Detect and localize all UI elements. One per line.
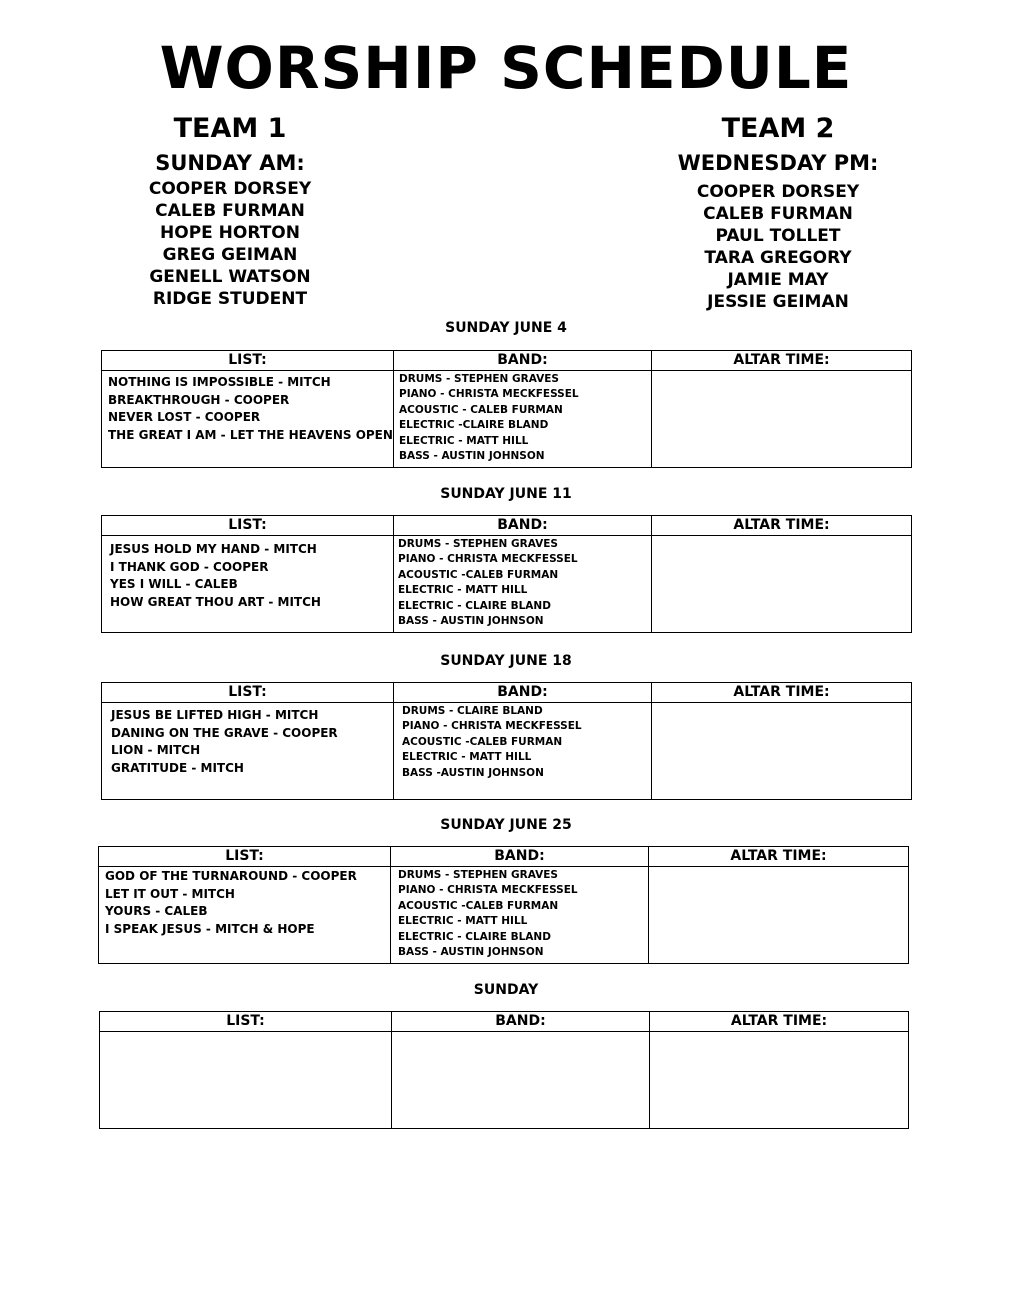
altar-time-cell bbox=[652, 703, 912, 800]
band-cell bbox=[394, 371, 652, 468]
song-item: NOTHING IS IMPOSSIBLE - MITCH bbox=[108, 375, 331, 389]
song-item: JESUS HOLD MY HAND - MITCH bbox=[110, 542, 317, 556]
list-column-header: LIST: bbox=[102, 516, 394, 536]
band-cell bbox=[391, 867, 649, 964]
band-column-header: BAND: bbox=[394, 516, 652, 536]
team-member: TARA GREGORY bbox=[704, 248, 852, 268]
song-item: I SPEAK JESUS - MITCH & HOPE bbox=[105, 921, 315, 936]
altar-column-header: ALTAR TIME: bbox=[652, 516, 912, 536]
schedule-table bbox=[98, 846, 909, 964]
altar-time-cell bbox=[652, 536, 912, 633]
band-member: PIANO - CHRISTA MECKFESSEL bbox=[402, 720, 582, 733]
band-member: ACOUSTIC -CALEB FURMAN bbox=[398, 568, 559, 581]
team-member: PAUL TOLLET bbox=[715, 226, 841, 246]
band-member: DRUMS - STEPHEN GRAVES bbox=[398, 869, 558, 881]
list-column-header: LIST: bbox=[99, 847, 391, 867]
band-member: PIANO - CHRISTA MECKFESSEL bbox=[398, 553, 578, 566]
song-list-cell bbox=[100, 1032, 392, 1129]
team-service-slot: SUNDAY AM: bbox=[155, 151, 305, 175]
team-member: GENELL WATSON bbox=[149, 267, 311, 287]
band-member: ELECTRIC - MATT HILL bbox=[398, 915, 528, 928]
band-member: DRUMS - STEPHEN GRAVES bbox=[399, 373, 559, 385]
song-item: YES I WILL - CALEB bbox=[110, 577, 238, 591]
team-name: TEAM 2 bbox=[721, 113, 835, 144]
song-list-cell bbox=[102, 703, 394, 800]
song-item: LET IT OUT - MITCH bbox=[105, 886, 235, 901]
team-member: COOPER DORSEY bbox=[696, 182, 860, 202]
schedule-table bbox=[101, 682, 912, 800]
altar-column-header: ALTAR TIME: bbox=[650, 1012, 909, 1032]
band-member: BASS - AUSTIN JOHNSON bbox=[398, 615, 544, 628]
song-item: I THANK GOD - COOPER bbox=[110, 559, 269, 574]
band-cell bbox=[392, 1032, 650, 1129]
band-member: DRUMS - STEPHEN GRAVES bbox=[398, 538, 558, 550]
team-service-slot: WEDNESDAY PM: bbox=[677, 151, 879, 175]
schedule-table bbox=[99, 1011, 909, 1129]
list-column-header: LIST: bbox=[100, 1012, 392, 1032]
band-member: BASS -AUSTIN JOHNSON bbox=[402, 766, 544, 779]
team-member: GREG GEIMAN bbox=[162, 245, 298, 265]
band-cell bbox=[394, 703, 652, 800]
band-member: ELECTRIC - MATT HILL bbox=[398, 584, 528, 597]
section-date-label: SUNDAY JUNE 11 bbox=[440, 486, 572, 502]
team-member: HOPE HORTON bbox=[160, 223, 300, 243]
schedule-table bbox=[101, 515, 912, 633]
song-item: BREAKTHROUGH - COOPER bbox=[108, 392, 290, 407]
altar-column-header: ALTAR TIME: bbox=[649, 847, 909, 867]
altar-time-cell bbox=[649, 867, 909, 964]
band-member: PIANO - CHRISTA MECKFESSEL bbox=[398, 884, 578, 897]
page-title: WORSHIP SCHEDULE bbox=[159, 34, 853, 102]
band-column-header: BAND: bbox=[392, 1012, 650, 1032]
song-list-cell bbox=[102, 536, 394, 633]
song-item: GOD OF THE TURNAROUND - COOPER bbox=[105, 869, 357, 883]
band-member: ELECTRIC -CLAIRE BLAND bbox=[399, 419, 549, 432]
band-column-header: BAND: bbox=[394, 351, 652, 371]
song-item: YOURS - CALEB bbox=[105, 904, 208, 918]
team-name: TEAM 1 bbox=[173, 113, 287, 144]
team-member: JESSIE GEIMAN bbox=[707, 292, 849, 312]
team-member: RIDGE STUDENT bbox=[152, 289, 308, 309]
band-member: ELECTRIC - CLAIRE BLAND bbox=[398, 930, 551, 943]
team-member: COOPER DORSEY bbox=[148, 179, 312, 199]
song-item: HOW GREAT THOU ART - MITCH bbox=[110, 594, 321, 609]
song-item: GRATITUDE - MITCH bbox=[111, 760, 244, 775]
band-member: ELECTRIC - MATT HILL bbox=[399, 434, 529, 447]
altar-column-header: ALTAR TIME: bbox=[652, 351, 912, 371]
section-date-label: SUNDAY JUNE 4 bbox=[445, 320, 567, 336]
band-member: BASS - AUSTIN JOHNSON bbox=[399, 450, 545, 463]
song-item: LION - MITCH bbox=[111, 743, 201, 757]
altar-column-header: ALTAR TIME: bbox=[652, 683, 912, 703]
song-item: NEVER LOST - COOPER bbox=[108, 410, 261, 424]
song-item: JESUS BE LIFTED HIGH - MITCH bbox=[111, 708, 319, 722]
team-member: CALEB FURMAN bbox=[703, 204, 853, 224]
song-list-cell bbox=[99, 867, 391, 964]
band-member: BASS - AUSTIN JOHNSON bbox=[398, 946, 544, 959]
band-column-header: BAND: bbox=[394, 683, 652, 703]
band-member: DRUMS - CLAIRE BLAND bbox=[402, 705, 543, 717]
section-date-label: SUNDAY JUNE 25 bbox=[440, 817, 572, 833]
band-cell bbox=[394, 536, 652, 633]
team-2-block bbox=[648, 112, 908, 313]
team-member: CALEB FURMAN bbox=[155, 201, 305, 221]
song-item: THE GREAT I AM - LET THE HEAVENS OPEN bbox=[108, 427, 393, 442]
song-list-cell bbox=[102, 371, 394, 468]
band-member: ACOUSTIC -CALEB FURMAN bbox=[402, 735, 563, 748]
team-member: JAMIE MAY bbox=[727, 270, 829, 290]
section-date-label: SUNDAY bbox=[473, 982, 539, 998]
band-column-header: BAND: bbox=[391, 847, 649, 867]
list-column-header: LIST: bbox=[102, 351, 394, 371]
altar-time-cell bbox=[652, 371, 912, 468]
band-member: ACOUSTIC -CALEB FURMAN bbox=[398, 899, 559, 912]
list-column-header: LIST: bbox=[102, 683, 394, 703]
band-member: ACOUSTIC - CALEB FURMAN bbox=[399, 403, 563, 416]
song-item: DANING ON THE GRAVE - COOPER bbox=[111, 725, 338, 740]
section-date-label: SUNDAY JUNE 18 bbox=[440, 653, 572, 669]
schedule-table bbox=[101, 350, 912, 468]
band-member: ELECTRIC - MATT HILL bbox=[402, 751, 532, 764]
band-member: PIANO - CHRISTA MECKFESSEL bbox=[399, 388, 579, 401]
band-member: ELECTRIC - CLAIRE BLAND bbox=[398, 599, 551, 612]
altar-time-cell bbox=[650, 1032, 909, 1129]
team-1-block bbox=[110, 112, 350, 310]
